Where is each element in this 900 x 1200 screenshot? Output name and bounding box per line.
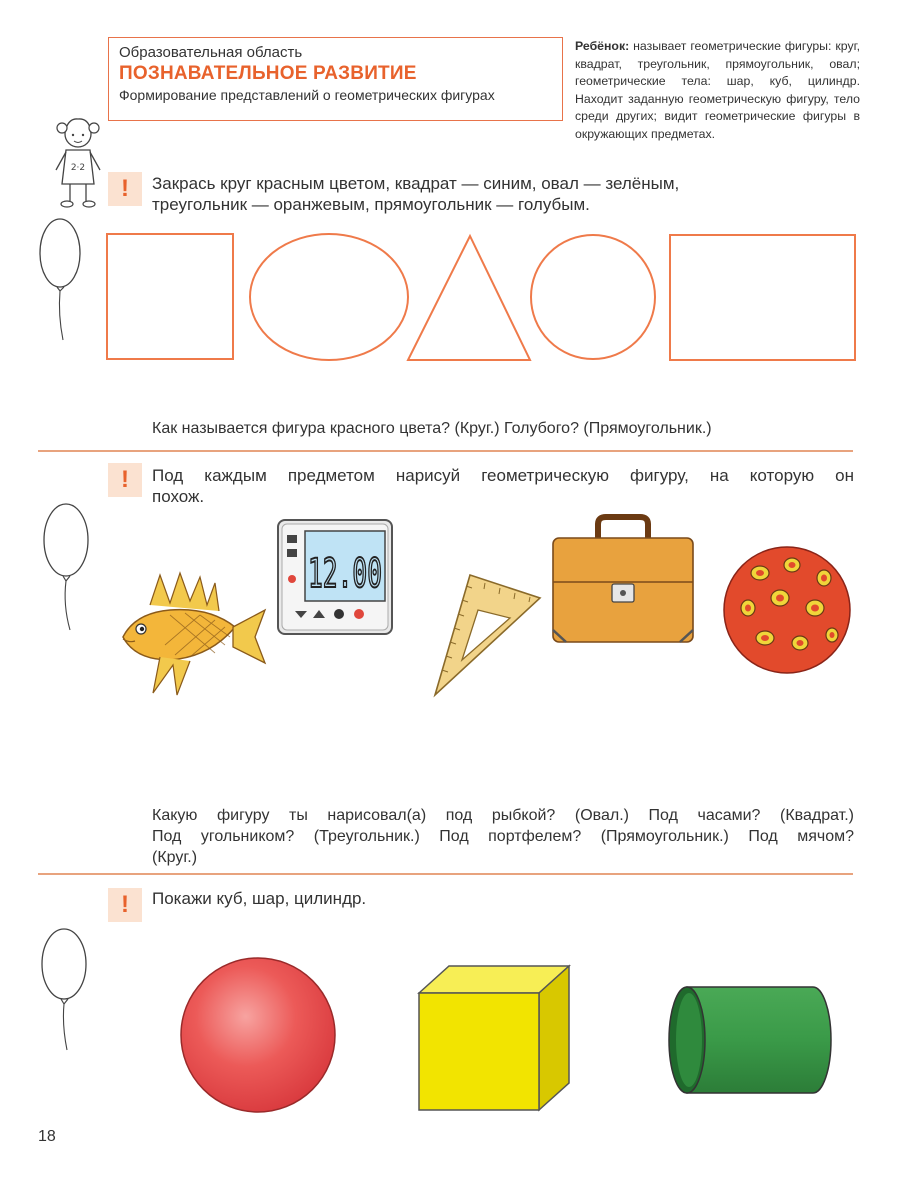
oval-shape bbox=[250, 234, 408, 360]
balloon-icon bbox=[34, 925, 94, 1055]
section-divider bbox=[38, 450, 853, 452]
girl-illustration bbox=[48, 112, 108, 212]
square-shape bbox=[107, 234, 233, 359]
balloon-icon bbox=[36, 500, 96, 635]
set-square-illustration bbox=[430, 570, 545, 700]
educational-area-label: Образовательная область bbox=[119, 44, 303, 61]
task1-question: Как называется фигура красного цвета? (Круг.) Голубого? (Прямоугольник.) bbox=[152, 420, 712, 437]
digital-clock-illustration bbox=[275, 517, 395, 637]
task2-question-line3: (Круг.) bbox=[152, 849, 198, 866]
learning-outcome-note bbox=[575, 38, 860, 143]
task1-instruction-line2: треугольник — оранжевым, прямоугольник — голубым. bbox=[152, 195, 590, 214]
shapes-to-color bbox=[100, 225, 870, 370]
task2-instruction-line2: похож. bbox=[152, 487, 205, 506]
briefcase-illustration bbox=[548, 512, 698, 647]
task-marker-icon: ! bbox=[108, 888, 142, 922]
section-subtitle: Формирование представлений о геометрических фигурах bbox=[119, 87, 495, 103]
task1-instruction-line1: Закрась круг красным цветом, квадрат — синим, овал — зелёным, bbox=[152, 174, 680, 193]
cube-illustration bbox=[415, 963, 575, 1113]
triangle-shape bbox=[408, 236, 530, 360]
clock-display-text: 12.00 bbox=[308, 551, 382, 597]
learning-outcome-text: называет геометрические фигуры: круг, квадрат, треугольник, прямоугольник, овал; геометрические тела: шар, куб, цилиндр. Находит заданную геометрическую фигуру, тело среди других; видит геометрические фигуры в окружающих предметах. bbox=[575, 39, 860, 141]
sphere-illustration bbox=[178, 955, 338, 1115]
circle-shape bbox=[531, 235, 655, 359]
fish-illustration bbox=[115, 565, 270, 700]
ball-illustration bbox=[720, 543, 855, 678]
section-title: ПОЗНАВАТЕЛЬНОЕ РАЗВИТИЕ bbox=[119, 63, 417, 84]
task-marker-icon: ! bbox=[108, 463, 142, 497]
section-divider bbox=[38, 873, 853, 875]
page-number: 18 bbox=[38, 1128, 56, 1145]
task2-question-line1: Какую фигуру ты нарисовал(а) под рыбкой? (Овал.) Под часами? (Квадрат.) bbox=[152, 807, 854, 824]
rectangle-shape bbox=[670, 235, 855, 360]
task2-instruction-line1: Под каждым предметом нарисуй геометрическую фигуру, на которую он bbox=[152, 466, 854, 485]
learning-outcome-lead: Ребёнок: bbox=[575, 39, 630, 53]
balloon-icon bbox=[36, 215, 86, 345]
task2-question-line2: Под угольником? (Треугольник.) Под портфелем? (Прямоугольник.) Под мячом? bbox=[152, 828, 854, 845]
svg-text:2·2: 2·2 bbox=[70, 163, 86, 173]
section-header-box bbox=[108, 37, 563, 121]
task-marker-icon: ! bbox=[108, 172, 142, 206]
task3-instruction: Покажи куб, шар, цилиндр. bbox=[152, 889, 367, 908]
cylinder-illustration bbox=[665, 983, 835, 1098]
